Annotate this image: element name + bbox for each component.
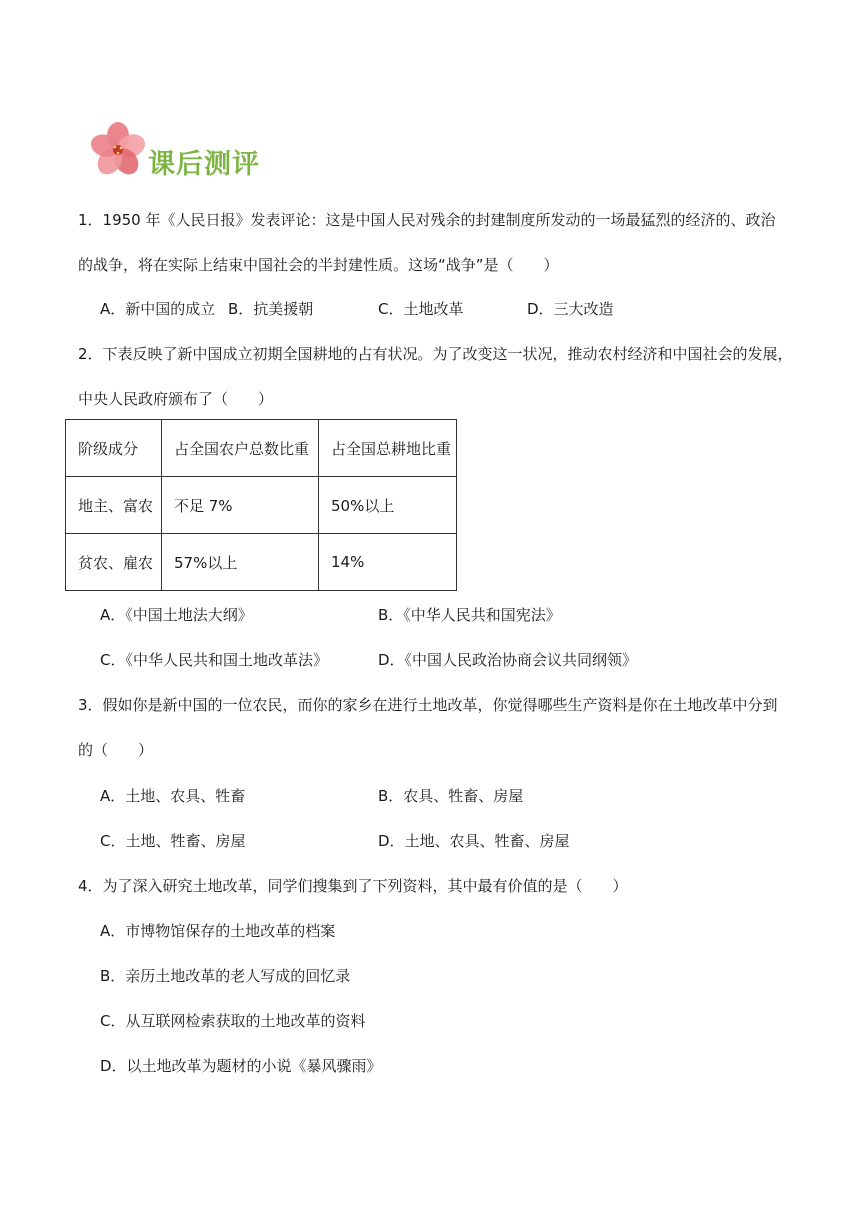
table-cell: 57%以上: [162, 534, 319, 591]
question-4-option-c[interactable]: C．从互联网检索获取的土地改革的资料: [100, 1012, 366, 1030]
table-cell: 50%以上: [319, 477, 457, 534]
table-row: [66, 477, 457, 534]
question-4-line-1: 4．为了深入研究土地改革，同学们搜集到了下列资料，其中最有价值的是（ ）: [78, 877, 628, 895]
question-1-option-a[interactable]: A．新中国的成立: [100, 300, 216, 318]
question-2-option-d[interactable]: D．《中国人民政治协商会议共同纲领》: [378, 651, 638, 669]
question-1-option-b[interactable]: B．抗美援朝: [228, 300, 314, 318]
question-4-option-a[interactable]: A．市博物馆保存的土地改革的档案: [100, 922, 336, 940]
land-ownership-table: [65, 419, 457, 591]
question-2-option-c[interactable]: C．《中华人民共和国土地改革法》: [100, 651, 328, 669]
question-4-option-b[interactable]: B．亲历土地改革的老人写成的回忆录: [100, 967, 351, 985]
question-1-line-1: 1．1950 年《人民日报》发表评论：这是中国人民对残余的封建制度所发动的一场最猛烈的经济的、政治: [78, 211, 776, 229]
question-4-option-d[interactable]: D．以土地改革为题材的小说《暴风骤雨》: [100, 1057, 382, 1075]
question-2-option-b[interactable]: B．《中华人民共和国宪法》: [378, 606, 561, 624]
question-1-option-d[interactable]: D．三大改造: [527, 300, 614, 318]
question-1-line-2: 的战争，将在实际上结束中国社会的半封建性质。这场“战争”是（ ）: [78, 256, 559, 274]
table-header-cell: 占全国农户总数比重: [162, 420, 319, 477]
table-header-row: [66, 420, 457, 477]
section-header: [88, 118, 348, 182]
question-3-option-d[interactable]: D．土地、农具、牲畜、房屋: [378, 832, 570, 850]
table-cell: 地主、富农: [66, 477, 162, 534]
table-cell: 14%: [319, 534, 457, 591]
question-3-option-b[interactable]: B．农具、牲畜、房屋: [378, 787, 524, 805]
question-3-line-1: 3．假如你是新中国的一位农民，而你的家乡在进行土地改革，你觉得哪些生产资料是你在土地改革中分到: [78, 696, 778, 714]
question-2-option-a[interactable]: A．《中国土地法大纲》: [100, 606, 253, 624]
question-2-line-1: 2．下表反映了新中国成立初期全国耕地的占有状况。为了改变这一状况，推动农村经济和中国社会的发展，: [78, 345, 793, 363]
table-cell: 不足 7%: [162, 477, 319, 534]
table-header-cell: 阶级成分: [66, 420, 162, 477]
question-2-line-2: 中央人民政府颁布了（ ）: [78, 390, 274, 408]
table-header-cell: 占全国总耕地比重: [319, 420, 457, 477]
question-3-option-a[interactable]: A．土地、农具、牲畜: [100, 787, 246, 805]
question-3-line-2: 的（ ）: [78, 741, 154, 759]
table-cell: 贫农、雇农: [66, 534, 162, 591]
plum-blossom-icon: [88, 120, 148, 178]
section-title: 课后测评: [148, 149, 260, 180]
table-row: [66, 534, 457, 591]
question-1-option-c[interactable]: C．土地改革: [378, 300, 464, 318]
question-3-option-c[interactable]: C．土地、牲畜、房屋: [100, 832, 246, 850]
